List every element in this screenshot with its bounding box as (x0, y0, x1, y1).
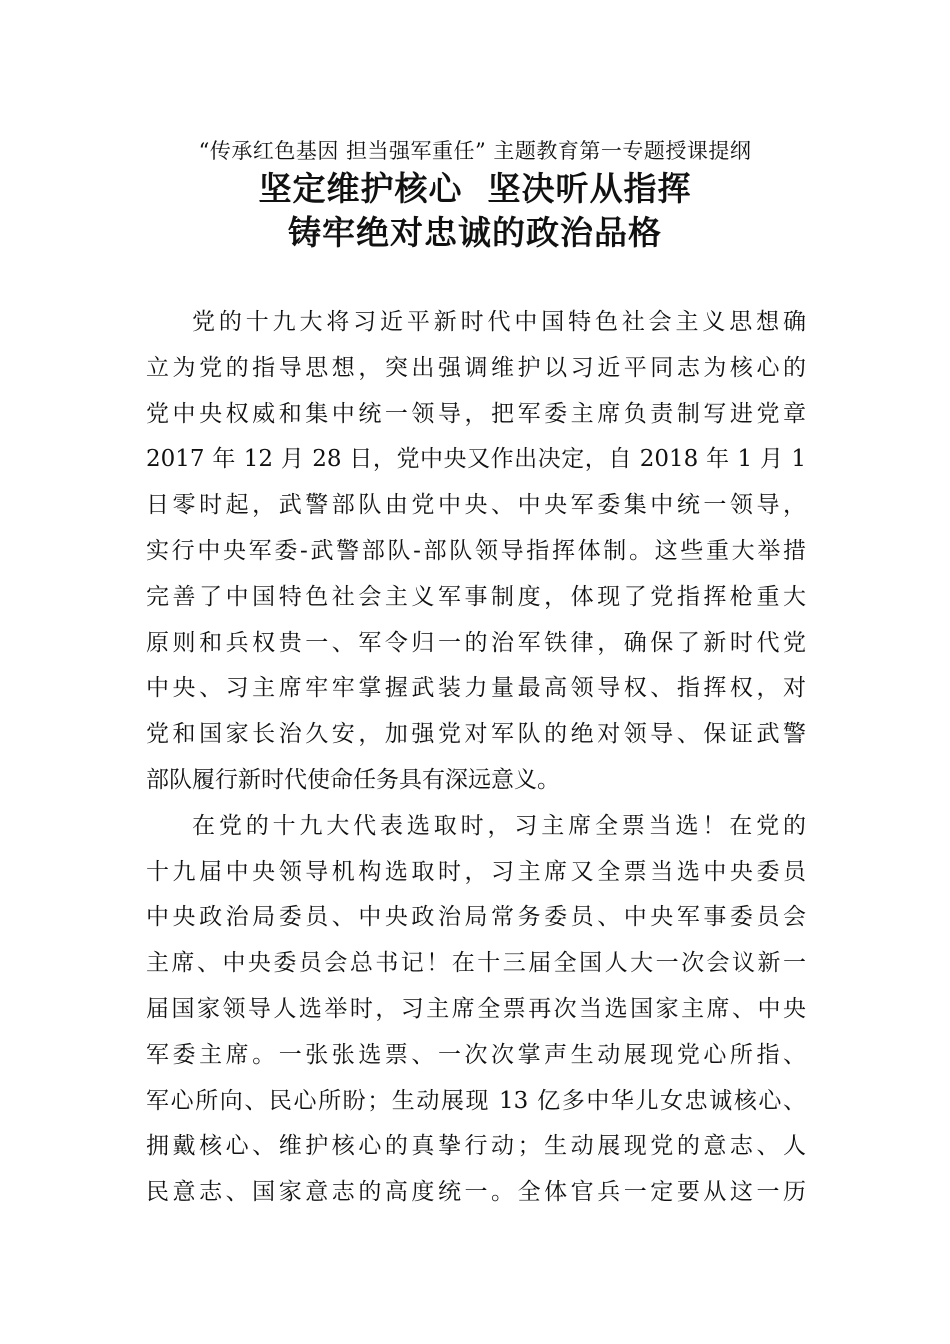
paragraph-2 (146, 804, 806, 1216)
paragraph-line: 日零时起，武警部队由党中央、中央军委集中统一领导， (146, 492, 806, 519)
paragraph-line: 党中央权威和集中统一领导，把军委主席负责制写进党章 (146, 400, 806, 427)
paragraph-line: 在党的十九大代表选取时，习主席全票当选！在党的 (192, 812, 806, 839)
paragraph-line: 党和国家长治久安，加强党对军队的绝对领导、保证武警 (146, 721, 806, 748)
paragraph-line: 实行中央军委-武警部队-部队领导指挥体制。这些重大举措 (146, 537, 806, 564)
paragraph-line: 届国家领导人选举时，习主席全票再次当选国家主席、中央 (146, 995, 806, 1022)
paragraph-line: 立为党的指导思想，突出强调维护以习近平同志为核心的 (146, 354, 806, 381)
paragraph-line: 2017 年 12 月 28 日，党中央又作出决定，自 2018 年 1 月 1 (146, 446, 806, 473)
paragraph-line: 十九届中央领导机构选取时，习主席又全票当选中央委员 (146, 858, 806, 885)
paragraph-line: 民意志、国家意志的高度统一。全体官兵一定要从这一历 (146, 1179, 806, 1206)
document-body (146, 300, 806, 1216)
paragraph-line: 主席、中央委员会总书记！在十三届全国人大一次会议新一 (146, 950, 806, 977)
paragraph-line: 原则和兵权贵一、军令归一的治军铁律，确保了新时代党 (146, 629, 806, 656)
paragraph-line: 党的十九大将习近平新时代中国特色社会主义思想确 (192, 309, 806, 335)
paragraph-line: 军心所向、民心所盼；生动展现 13 亿多中华儿女忠诚核心、 (146, 1087, 806, 1114)
paragraph-line: 完善了中国特色社会主义军事制度，体现了党指挥枪重大 (146, 583, 806, 610)
document-title-line-1: 坚定维护核心 坚决听从指挥 (258, 169, 692, 208)
paragraph-line: 军委主席。一张张选票、一次次掌声生动展现党心所指、 (146, 1041, 806, 1068)
paragraph-line: 拥戴核心、维护核心的真挚行动；生动展现党的意志、人 (146, 1133, 806, 1160)
paragraph-line: 中央政治局委员、中央政治局常务委员、中央军事委员会 (146, 904, 806, 931)
paragraph-line: 中央、习主席牢牢掌握武装力量最高领导权、指挥权，对 (146, 675, 806, 702)
paragraph-1 (146, 300, 806, 804)
document-title-line-2: 铸牢绝对忠诚的政治品格 (288, 213, 662, 252)
document-subtitle: “传承红色基因 担当强军重任” 主题教育第一专题授课提纲 (198, 139, 752, 163)
paragraph-line: 部队履行新时代使命任务具有深远意义。 (146, 766, 560, 793)
